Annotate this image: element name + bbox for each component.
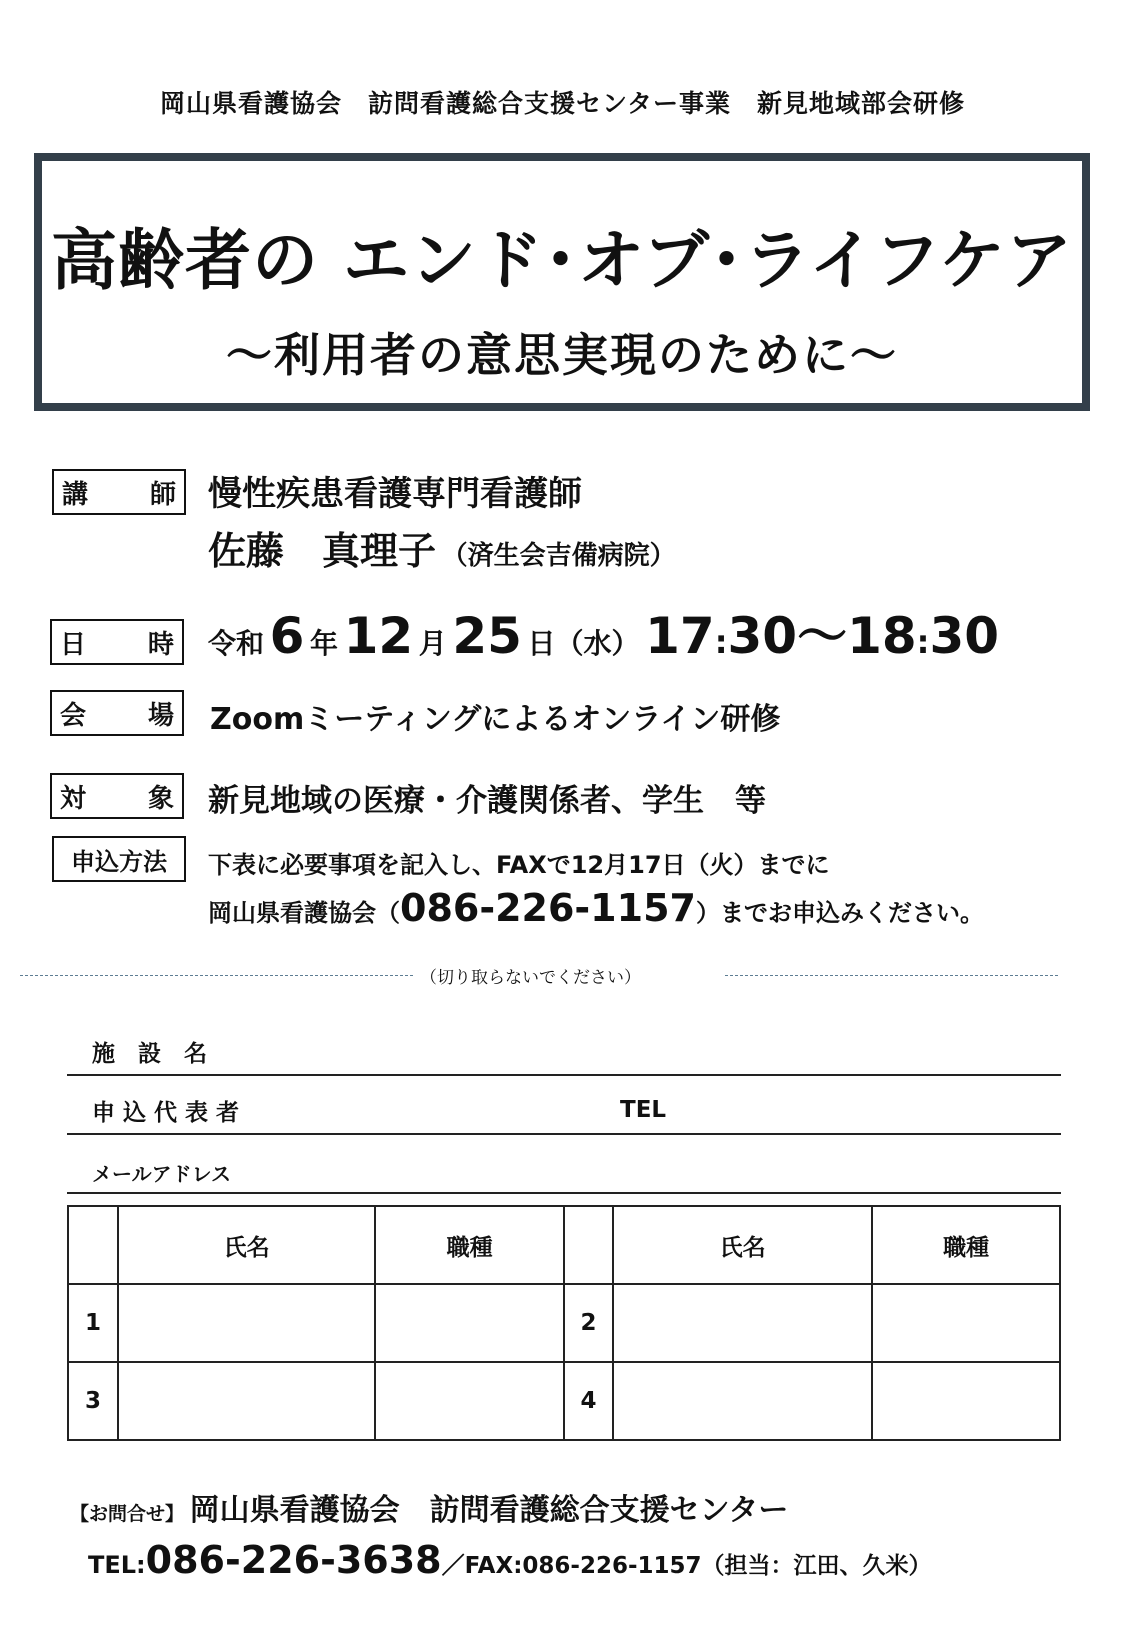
- contact-label: 【お問合せ】: [70, 1503, 185, 1525]
- row-number: 4: [564, 1362, 613, 1440]
- lecturer-role: 慢性疾患看護専門看護師: [208, 474, 582, 514]
- era: 令和: [208, 627, 265, 660]
- target-value: 新見地域の医療・介護関係者、学生 等: [208, 783, 766, 819]
- name-header: 氏名: [613, 1206, 872, 1284]
- tel-label: TEL: [620, 1097, 667, 1123]
- contact-fax: ／FAX:086-226-1157（担当：江田、久米）: [441, 1553, 932, 1579]
- job-cell[interactable]: [375, 1284, 564, 1362]
- name-cell[interactable]: [613, 1362, 872, 1440]
- lecturer-label-a: 講: [62, 479, 89, 510]
- month: 12: [343, 607, 414, 665]
- job-cell[interactable]: [375, 1362, 564, 1440]
- day: 25: [452, 607, 522, 665]
- name-cell[interactable]: [118, 1362, 375, 1440]
- year: 6: [269, 607, 305, 665]
- table-row: [68, 1362, 1060, 1440]
- table-cell-blank: [68, 1206, 118, 1284]
- application-line2: [208, 886, 984, 938]
- organizer-header: 岡山県看護協会 訪問看護総合支援センター事業 新見地域部会研修: [159, 89, 965, 118]
- table-cell-blank: [564, 1206, 613, 1284]
- contact-line1: [70, 1490, 788, 1536]
- job-header: 職種: [375, 1206, 564, 1284]
- name-cell[interactable]: [613, 1284, 872, 1362]
- lecturer-name-line: [208, 520, 676, 575]
- application-line2-a: 岡山県看護協会（: [208, 899, 400, 927]
- title-box: [34, 153, 1090, 411]
- cut-note: （切り取らないでください）: [420, 968, 641, 988]
- start-min-end-hour: 30～18: [727, 607, 917, 665]
- main-title: 高齢者の エンド･オブ･ライフケア: [50, 222, 1074, 299]
- contact-tel-prefix: TEL:: [88, 1551, 146, 1579]
- end-min: 30: [929, 607, 1000, 665]
- table-header-row: [68, 1206, 1060, 1284]
- year-unit: 年: [309, 627, 338, 660]
- job-cell[interactable]: [872, 1362, 1060, 1440]
- facility-field[interactable]: [67, 1074, 1061, 1076]
- cut-line-left: [20, 975, 413, 976]
- lecturer-label-b: 師: [149, 479, 176, 510]
- row-number: 2: [564, 1284, 613, 1362]
- datetime-label-a: 日: [60, 629, 87, 660]
- job-cell[interactable]: [872, 1284, 1060, 1362]
- application-phone: 086-226-1157: [400, 886, 696, 930]
- datetime-label: [50, 619, 184, 665]
- contact-tel: 086-226-3638: [145, 1538, 442, 1582]
- row-number: 1: [68, 1284, 118, 1362]
- application-label: 申込方法: [52, 836, 186, 882]
- target-label-b: 象: [147, 783, 174, 814]
- datetime-value: [208, 606, 999, 678]
- venue-value: Zoomミーティングによるオンライン研修: [210, 702, 781, 737]
- contact-line2: [88, 1537, 932, 1591]
- contact-org: 岡山県看護協会 訪問看護総合支援センター: [189, 1493, 789, 1528]
- row-number: 3: [68, 1362, 118, 1440]
- representative-label: 申 込 代 表 者: [92, 1100, 240, 1126]
- participant-table: [67, 1205, 1061, 1441]
- venue-label-a: 会: [60, 700, 87, 731]
- name-header: 氏名: [118, 1206, 375, 1284]
- facility-label: 施 設 名: [92, 1041, 207, 1067]
- start-hour: 17: [645, 607, 715, 665]
- target-label: [50, 773, 184, 819]
- weekday: （水）: [555, 627, 640, 660]
- target-label-a: 対: [60, 783, 87, 814]
- representative-field[interactable]: [67, 1133, 1061, 1135]
- month-unit: 月: [418, 627, 447, 660]
- lecturer-affiliation: （済生会吉備病院）: [441, 541, 676, 571]
- table-row: [68, 1284, 1060, 1362]
- cut-line-right: [725, 975, 1058, 976]
- lecturer-name: 佐藤 真理子: [208, 529, 437, 573]
- sub-title: ～利用者の意思実現のために～: [226, 328, 898, 382]
- venue-label: [50, 690, 184, 736]
- email-field[interactable]: [67, 1192, 1061, 1194]
- lecturer-label: [52, 469, 186, 515]
- day-unit: 日: [527, 627, 556, 660]
- job-header: 職種: [872, 1206, 1060, 1284]
- application-line2-b: ）までお申込みください。: [695, 899, 984, 927]
- colon-1: :: [714, 623, 728, 661]
- venue-label-b: 場: [147, 700, 174, 731]
- colon-2: :: [916, 623, 930, 661]
- application-line1: 下表に必要事項を記入し、FAXで12月17日（火）までに: [208, 851, 830, 879]
- email-label: メールアドレス: [92, 1162, 231, 1186]
- name-cell[interactable]: [118, 1284, 375, 1362]
- datetime-label-b: 時: [147, 629, 174, 660]
